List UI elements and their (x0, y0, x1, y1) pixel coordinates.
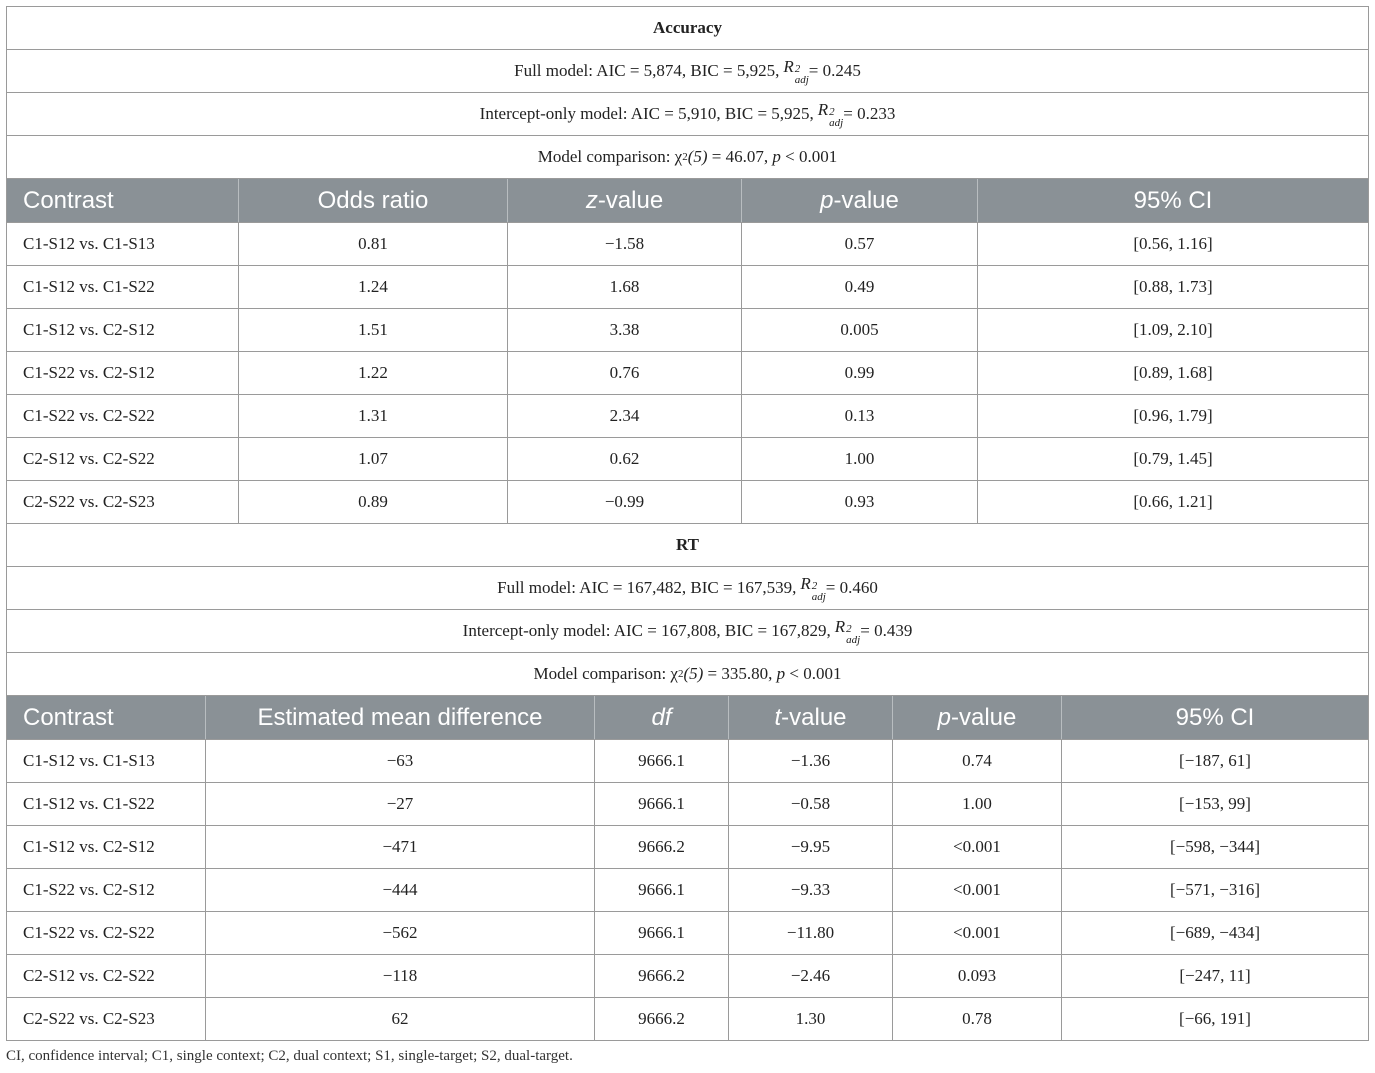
cell-p-value: 0.93 (742, 481, 978, 523)
cell-z-value: 1.68 (508, 266, 742, 308)
cell-ci: [−571, −316] (1170, 880, 1260, 899)
cell-z-value: 0.62 (508, 438, 742, 480)
cell-contrast: C1-S22 vs. C2-S12 (7, 352, 239, 394)
table-row (6, 352, 1369, 395)
accuracy-comparison-row (6, 136, 1369, 179)
cell-p-value: <0.001 (893, 912, 1062, 954)
cell-estimated-mean-difference: −27 (206, 783, 595, 825)
cell-p-value: 0.49 (742, 266, 978, 308)
cell-p-value: <0.001 (893, 826, 1062, 868)
table-row (6, 826, 1369, 869)
cell-contrast: C1-S12 vs. C1-S22 (7, 783, 206, 825)
cell-contrast: C1-S12 vs. C2-S12 (7, 826, 206, 868)
cell-t-value: −9.95 (729, 826, 893, 868)
cell-z-value: 0.76 (508, 352, 742, 394)
table-row (6, 223, 1369, 266)
accuracy-full-model-row (6, 50, 1369, 93)
cell-contrast: C1-S22 vs. C2-S22 (7, 395, 239, 437)
table-row (6, 438, 1369, 481)
cell-df: 9666.1 (595, 740, 729, 782)
cell-z-value: 2.34 (508, 395, 742, 437)
col-header-contrast: Contrast (7, 696, 206, 739)
cell-t-value: −2.46 (729, 955, 893, 997)
cell-contrast: C1-S22 vs. C2-S12 (7, 869, 206, 911)
accuracy-intercept-model-row (6, 93, 1369, 136)
cell-ci: [−153, 99] (1179, 794, 1251, 813)
rt-title-row (6, 524, 1369, 567)
cell-estimated-mean-difference: 62 (206, 998, 595, 1040)
cell-z-value: −0.99 (508, 481, 742, 523)
results-table (6, 6, 1369, 1041)
cell-z-value: −1.58 (508, 223, 742, 265)
table-row (6, 266, 1369, 309)
table-row (6, 912, 1369, 955)
accuracy-intercept-model: Intercept-only model: AIC = 5,910, BIC = 5,925, R 2 adj = 0.233 (479, 99, 896, 129)
table-row (6, 783, 1369, 826)
cell-contrast: C2-S22 vs. C2-S23 (7, 481, 239, 523)
cell-contrast: C1-S12 vs. C1-S13 (7, 223, 239, 265)
col-header-ci: 95% CI (1133, 186, 1213, 214)
table-footnote: CI, confidence interval; C1, single context; C2, dual context; S1, single-target; S2, dual-target. (6, 1048, 573, 1064)
table-row (6, 395, 1369, 438)
cell-df: 9666.1 (595, 912, 729, 954)
cell-ci: [0.56, 1.16] (1133, 234, 1213, 253)
cell-t-value: −1.36 (729, 740, 893, 782)
cell-t-value: −9.33 (729, 869, 893, 911)
cell-estimated-mean-difference: −118 (206, 955, 595, 997)
cell-z-value: 3.38 (508, 309, 742, 351)
cell-odds-ratio: 1.07 (239, 438, 508, 480)
cell-contrast: C1-S12 vs. C2-S12 (7, 309, 239, 351)
cell-df: 9666.2 (595, 955, 729, 997)
accuracy-full-model: Full model: AIC = 5,874, BIC = 5,925, R 2 adj = 0.245 (514, 56, 861, 86)
cell-t-value: −0.58 (729, 783, 893, 825)
cell-ci: [0.96, 1.79] (1133, 406, 1213, 425)
rt-full-model: Full model: AIC = 167,482, BIC = 167,539, R 2 adj = 0.460 (497, 573, 878, 603)
table-row (6, 309, 1369, 352)
cell-t-value: −11.80 (729, 912, 893, 954)
cell-df: 9666.2 (595, 998, 729, 1040)
rt-intercept-model: Intercept-only model: AIC = 167,808, BIC = 167,829, R 2 adj = 0.439 (462, 616, 913, 646)
table-row (6, 481, 1369, 524)
cell-contrast: C1-S12 vs. C1-S22 (7, 266, 239, 308)
cell-contrast: C1-S12 vs. C1-S13 (7, 740, 206, 782)
col-header-contrast: Contrast (7, 179, 239, 222)
cell-ci: [−187, 61] (1179, 751, 1251, 770)
table-row (6, 740, 1369, 783)
table-row (6, 955, 1369, 998)
cell-estimated-mean-difference: −63 (206, 740, 595, 782)
cell-estimated-mean-difference: −562 (206, 912, 595, 954)
rt-full-model-row (6, 567, 1369, 610)
col-header-df: df (595, 696, 729, 739)
cell-p-value: 0.093 (893, 955, 1062, 997)
rt-title: RT (675, 535, 700, 554)
cell-odds-ratio: 0.81 (239, 223, 508, 265)
cell-odds-ratio: 1.51 (239, 309, 508, 351)
accuracy-header-row (6, 179, 1369, 223)
accuracy-title: Accuracy (653, 18, 722, 37)
cell-contrast: C2-S12 vs. C2-S22 (7, 955, 206, 997)
rt-model-comparison: Model comparison: χ 2 (5) = 335.80, p < 0.001 (533, 664, 842, 683)
table-row (6, 869, 1369, 912)
cell-contrast: C2-S22 vs. C2-S23 (7, 998, 206, 1040)
rt-intercept-model-row (6, 610, 1369, 653)
cell-df: 9666.1 (595, 869, 729, 911)
cell-p-value: 0.78 (893, 998, 1062, 1040)
cell-p-value: <0.001 (893, 869, 1062, 911)
cell-p-value: 0.74 (893, 740, 1062, 782)
cell-ci: [0.89, 1.68] (1133, 363, 1213, 382)
cell-ci: [0.88, 1.73] (1133, 277, 1213, 296)
cell-odds-ratio: 0.89 (239, 481, 508, 523)
cell-df: 9666.2 (595, 826, 729, 868)
cell-ci: [−598, −344] (1170, 837, 1260, 856)
cell-contrast: C1-S22 vs. C2-S22 (7, 912, 206, 954)
cell-ci: [1.09, 2.10] (1133, 320, 1213, 339)
cell-estimated-mean-difference: −471 (206, 826, 595, 868)
cell-ci: [−689, −434] (1170, 923, 1260, 942)
cell-t-value: 1.30 (729, 998, 893, 1040)
cell-estimated-mean-difference: −444 (206, 869, 595, 911)
cell-p-value: 1.00 (893, 783, 1062, 825)
col-header-estimated-mean-difference: Estimated mean difference (206, 696, 595, 739)
table-row (6, 998, 1369, 1041)
cell-p-value: 1.00 (742, 438, 978, 480)
cell-ci: [−66, 191] (1179, 1009, 1251, 1028)
accuracy-title-row (6, 6, 1369, 50)
cell-odds-ratio: 1.31 (239, 395, 508, 437)
col-header-ci: 95% CI (1175, 703, 1255, 731)
cell-ci: [0.79, 1.45] (1133, 449, 1213, 468)
col-header-t-value: t -value (729, 696, 893, 739)
cell-df: 9666.1 (595, 783, 729, 825)
col-header-p-value: p -value (742, 179, 978, 222)
cell-odds-ratio: 1.24 (239, 266, 508, 308)
rt-header-row (6, 696, 1369, 740)
cell-odds-ratio: 1.22 (239, 352, 508, 394)
col-header-odds-ratio: Odds ratio (239, 179, 508, 222)
cell-p-value: 0.13 (742, 395, 978, 437)
cell-contrast: C2-S12 vs. C2-S22 (7, 438, 239, 480)
rt-comparison-row (6, 653, 1369, 696)
col-header-z-value: z -value (508, 179, 742, 222)
accuracy-model-comparison: Model comparison: χ 2 (5) = 46.07, p < 0.001 (537, 147, 838, 166)
col-header-p-value: p -value (893, 696, 1062, 739)
cell-ci: [−247, 11] (1179, 966, 1251, 985)
cell-ci: [0.66, 1.21] (1133, 492, 1213, 511)
cell-p-value: 0.005 (742, 309, 978, 351)
cell-p-value: 0.99 (742, 352, 978, 394)
cell-p-value: 0.57 (742, 223, 978, 265)
